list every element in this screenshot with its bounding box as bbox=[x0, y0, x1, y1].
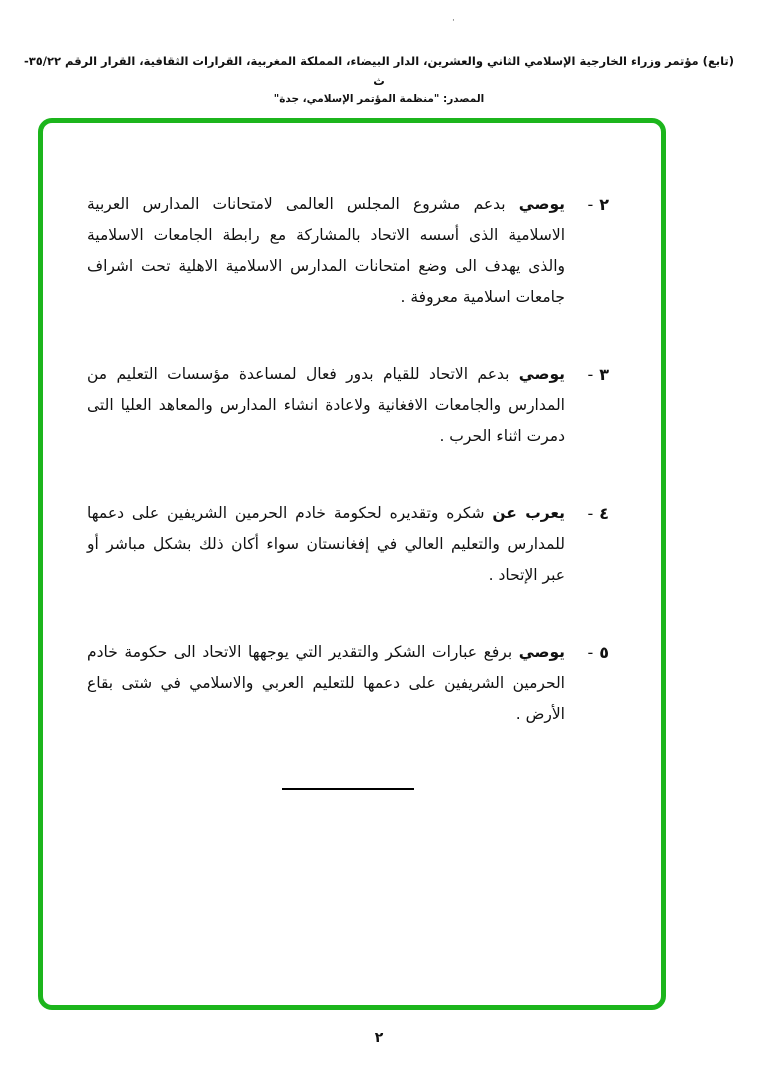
item-body-text: بدعم مشروع المجلس العالمى لامتحانات المدارس العربية الاسلامية الذى أسسه الاتحاد بالمشاركة مع رابطة الجامعات الاسلامية والذى يهدف الى وضع امتحانات المدارس الاسلامية الاهلية تحت اشراف جامعات اسلامية معروفة . bbox=[87, 195, 565, 306]
resolution-item-5 bbox=[87, 637, 609, 730]
item-dash: - bbox=[587, 504, 594, 523]
item-dash: - bbox=[587, 195, 594, 214]
item-number-value: ٥ bbox=[599, 643, 609, 662]
closing-divider-line bbox=[282, 788, 414, 790]
item-number bbox=[565, 359, 609, 391]
item-text bbox=[87, 359, 565, 452]
item-number-value: ٢ bbox=[599, 195, 609, 214]
item-text bbox=[87, 498, 565, 591]
item-body-text: شكره وتقديره لحكومة خادم الحرمين الشريفين على دعمها للمدارس والتعليم العالي في إفغانستان سواء أكان ذلك بشكل مباشر أو عبر الإتحاد . bbox=[87, 504, 565, 584]
item-number bbox=[565, 637, 609, 669]
item-number bbox=[565, 189, 609, 221]
header-title-line: (تابع) مؤتمر وزراء الخارجية الإسلامي الثاني والعشرين، الدار البيضاء، المملكة المغربية، القرارات الثقافية، القرار الرقم ٣٥/٢٢-ث bbox=[23, 54, 735, 88]
resolution-item-4 bbox=[87, 498, 609, 591]
item-body-text: بدعم الاتحاد للقيام بدور فعال لمساعدة مؤسسات التعليم من المدارس والجامعات الافغانية ولاعادة انشاء المدارس والمعاهد العليا التى دمرت اثناء الحرب . bbox=[87, 365, 565, 445]
document-header bbox=[20, 52, 738, 109]
page-number: ٢ bbox=[374, 1030, 384, 1046]
item-lead-word: يوصي bbox=[518, 365, 565, 383]
item-number bbox=[565, 498, 609, 530]
item-text bbox=[87, 189, 565, 313]
item-lead-word: يعرب عن bbox=[492, 504, 565, 522]
item-dash: - bbox=[587, 643, 594, 662]
item-number-value: ٣ bbox=[599, 365, 609, 384]
item-number-value: ٤ bbox=[599, 504, 609, 523]
item-dash: - bbox=[587, 365, 594, 384]
item-lead-word: يوصي bbox=[518, 195, 565, 213]
scan-artifact-dot: · bbox=[452, 16, 455, 26]
resolution-item-3 bbox=[87, 359, 609, 452]
header-source-line: المصدر: "منظمة المؤتمر الإسلامي، جدة" bbox=[273, 93, 485, 106]
green-border-frame bbox=[38, 118, 666, 1010]
item-lead-word: يوصي bbox=[518, 643, 565, 661]
document-body bbox=[43, 123, 661, 790]
item-text bbox=[87, 637, 565, 730]
resolution-item-2 bbox=[87, 189, 609, 313]
item-body-text: برفع عبارات الشكر والتقدير التي يوجهها الاتحاد الى حكومة خادم الحرمين الشريفين على دعمها للتعليم العربي والاسلامي في شتى بقاع الأرض . bbox=[87, 643, 565, 723]
